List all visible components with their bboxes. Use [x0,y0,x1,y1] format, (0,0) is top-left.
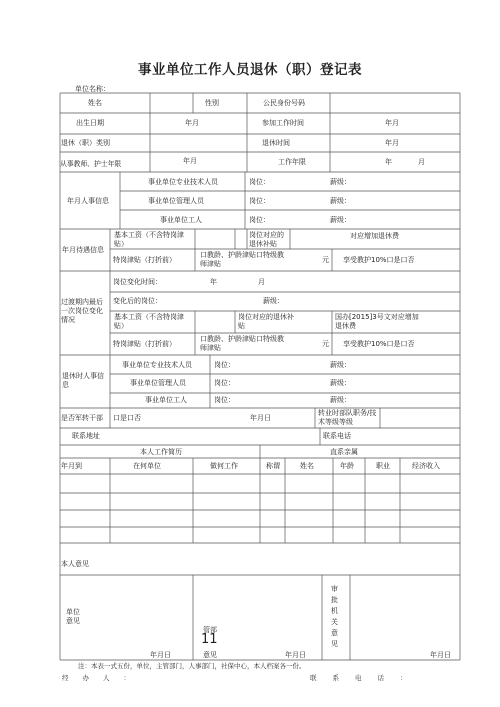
retire-year-month: 年月 [385,139,399,147]
contact-address-label: 联系地址 [72,432,100,440]
birth-year-month: 年月 [185,119,199,127]
unit-opinion-date: 年月日 [150,651,171,659]
birth-date-label: 出生日期 [76,119,104,127]
resume-col-job: 做何工作 [210,462,238,470]
gender-label: 性别 [205,99,219,107]
id-number-label: 公民身份号码 [263,99,305,107]
salary-yuan: 元 [322,256,329,264]
resume-col-period: 年月到 [61,462,82,470]
dept-opinion-number: 11 [201,632,218,647]
salary-info-label: 年月待遇信息 [62,246,104,254]
retire-worker-post: 岗位： [214,396,235,404]
dept-opinion-label: 管部 [203,626,217,634]
change-month: 月 [258,278,265,286]
retire-worker-level: 薪级： [330,396,351,404]
dept-opinion-date: 年月日 [285,651,306,659]
retire-time-label: 退休时间 [262,139,290,147]
military-label: 是否军转干部 [61,414,103,422]
work-years-month: 月 [418,158,425,166]
footer-phone: 联系电话： [310,674,423,682]
personnel-tech-label: 事业单位专业技术人员 [148,178,218,186]
post-after-label: 变化后的岗位： [113,297,162,305]
military-date: 年月日 [250,414,271,422]
military-yes-no: 口是口否 [113,414,141,422]
change-enjoy-label: 享受教护10%口是口否 [343,340,415,348]
unit-name-label: 单位名称： [75,85,110,93]
personnel-worker-post: 岗位： [249,216,270,224]
work-start-year-month: 年月 [385,119,399,127]
change-retire-fee-label: 岗位对应的退休补贴 [238,313,294,330]
approval-office-date: 年月日 [430,651,451,659]
retire-type-label: 退休（职）类别 [61,139,110,147]
family-title: 直系亲属 [330,448,358,456]
change-base-salary-label: 基本工资（不含特岗津贴） [114,313,184,330]
change-year: 年 [210,278,217,286]
contact-phone-label: 联系电话 [323,432,351,440]
salary-extra-fee-label: 对应增加退休费 [350,232,399,240]
self-opinion-label: 本人意见 [61,560,89,568]
personnel-tech-post: 岗位： [249,178,270,186]
resume-title: 本人工作简历 [140,448,182,456]
teacher-nurse-years-label: 从事教师、护士年限 [60,160,122,168]
name-label: 姓名 [88,99,102,107]
change-special-post-label: 特岗津贴（打折前） [113,340,176,348]
salary-retire-fee-label: 岗位对应的退休补贴 [249,231,284,248]
salary-special-post-label: 特岗津贴（打折前） [113,256,176,264]
change-time-label: 岗位变化时间： [113,278,162,286]
retire-admin-level: 薪级： [330,379,351,387]
unit-opinion-label: 单位意见 [66,608,80,625]
family-col-relation: 称谓 [266,462,280,470]
change-doc-ref-label: 国办[2015]3号文对应增加退休费 [335,313,419,330]
personnel-info-label: 年月人事信息 [67,197,109,205]
retire-tech-label: 事业单位专业技术人员 [122,361,192,369]
family-col-income: 经济收入 [412,462,440,470]
work-years-year: 年 [385,158,392,166]
footer-handler: 经办人： [62,674,144,682]
retire-worker-label: 事业单位工人 [145,396,187,404]
change-yuan: 元 [322,340,329,348]
retire-info-label: 退休时人事信息 [62,372,104,389]
retire-tech-level: 薪级： [330,361,351,369]
approval-office-label: 审批机关意见 [331,585,338,648]
military-rank-label: 转业时部队职务/技术等级等级 [318,409,377,426]
retire-tech-post: 岗位： [214,361,235,369]
family-col-occupation: 职业 [376,462,390,470]
salary-enjoy-label: 享受教护10%口是口否 [343,256,415,264]
personnel-admin-level: 薪级： [330,197,351,205]
personnel-tech-level: 薪级： [330,178,351,186]
personnel-worker-label: 事业单位工人 [160,216,202,224]
work-start-label: 参加工作时间 [262,119,304,127]
teacher-years-year-month: 年月 [183,157,197,165]
page-title: 事业单位工作人员退休（职）登记表 [138,62,362,78]
salary-base-label: 基本工资（不含特岗津贴） [114,231,184,248]
personnel-worker-level: 薪级： [330,216,351,224]
change-level-label: 薪级： [263,297,284,305]
family-col-age: 年龄 [340,462,354,470]
footer-note: 注：本表一式五份，单位，主管部门，人事部门，社保中心，本人档案各一份。 [78,662,306,670]
salary-teacher-allowance-label: 口教龄、护龄津贴口特级教师津贴 [200,251,284,268]
dept-opinion-suffix: 意见 [203,651,217,659]
retire-admin-post: 岗位： [214,379,235,387]
retire-admin-label: 事业单位管理人员 [130,379,186,387]
post-change-label: 过渡期内最后一次岗位变化情况 [61,298,103,324]
personnel-admin-post: 岗位： [249,197,270,205]
personnel-admin-label: 事业单位管理人员 [148,197,204,205]
resume-col-unit: 在何单位 [133,462,161,470]
change-teacher-allowance-label: 口教龄、护龄津贴口特级教师津贴 [200,335,284,352]
work-years-label: 工作年限 [278,158,306,166]
family-col-name: 姓名 [300,462,314,470]
